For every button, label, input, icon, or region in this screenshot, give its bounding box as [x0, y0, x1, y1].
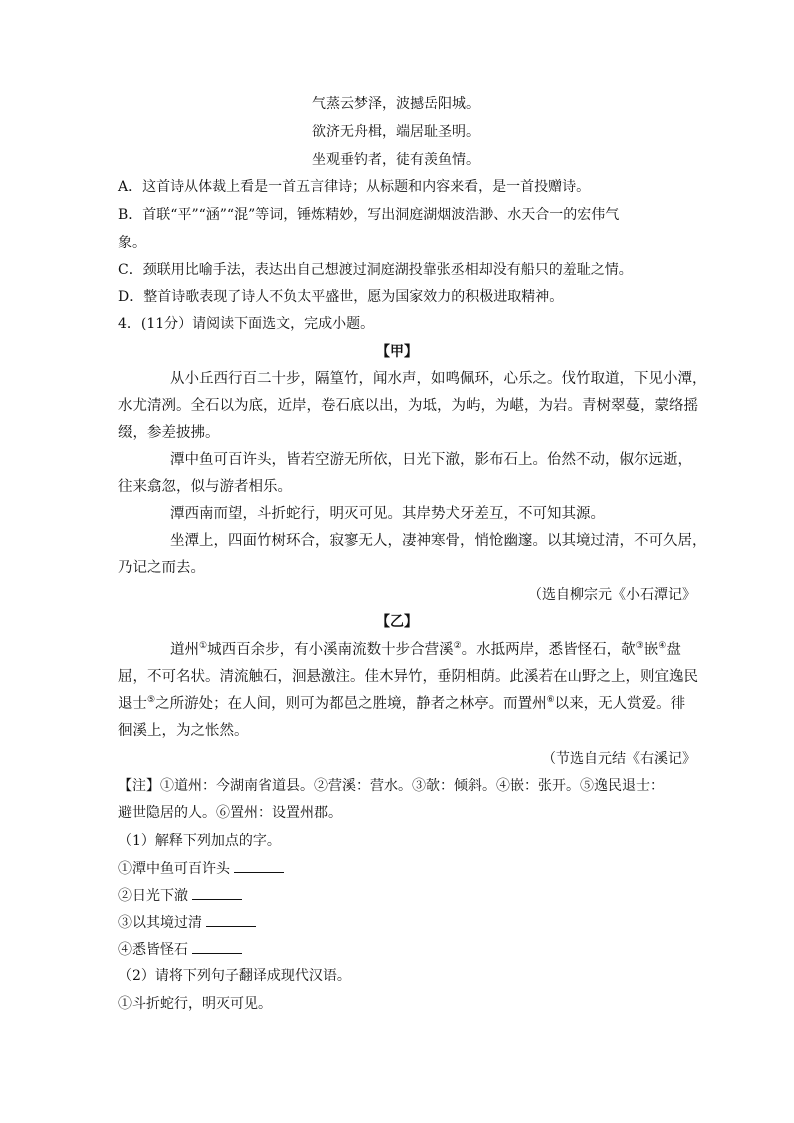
yi-text-line-2: 屈，不可名状。清流触石，洄悬激注。佳木异竹，垂阴相荫。此溪若在山野之上，则宜逸民: [118, 669, 698, 685]
subquestion-1-item: ③以其境过清: [118, 912, 256, 933]
option-a: A．这首诗从体裁上看是一首五言律诗；从标题和内容来看，是一首投赠诗。: [118, 179, 591, 195]
footnote-marker: ①: [199, 641, 208, 652]
jia-text-line: 坐潭上，四面竹树环合，寂寥无人，凄神寒骨，悄怆幽邃。以其境过清，不可久居，: [170, 533, 707, 549]
subquestion-1-title: （1）解释下列加点的字。: [118, 833, 281, 849]
poem-line-1: 气蒸云梦泽，波撼岳阳城。: [312, 96, 480, 112]
subquestion-1-item: ④悉皆怪石: [118, 939, 242, 960]
answer-blank[interactable]: [192, 939, 242, 954]
jia-text-line: 往来翕忽，似与游者相乐。: [118, 479, 292, 495]
option-b-line-2: 象。: [118, 235, 146, 251]
poem-line-3: 坐观垂钓者，徒有羡鱼情。: [312, 152, 480, 168]
jia-source: （选自柳宗元《小石潭记》: [528, 587, 696, 603]
yi-text-line-1: 道州①城西百余步，有小溪南流数十步合营溪②。水抵两岸，悉皆怪石，欹③嵌④盘: [170, 641, 681, 658]
jia-text-line: 潭中鱼可百许头，皆若空游无所依，日光下澈，影布石上。佁然不动，俶尔远逝，: [170, 452, 692, 468]
jia-heading: 【甲】: [376, 344, 418, 360]
question-4-title: 4．(11分）请阅读下面选文，完成小题。: [118, 316, 375, 332]
yi-source: （节选自元结《右溪记》: [542, 751, 696, 767]
answer-blank[interactable]: [206, 912, 256, 927]
annotation-line-1: 【注】①道州：今湖南省道县。②营溪：营水。③欹：倾斜。④嵌：张开。⑤逸民退士：: [118, 778, 664, 794]
footnote-marker: ⑤: [147, 695, 156, 706]
option-c: C．颈联用比喻手法，表达出自己想渡过洞庭湖投靠张丞相却没有船只的羞耻之情。: [118, 262, 633, 278]
subquestion-2-item: ①斗折蛇行，明灭可见。: [118, 996, 272, 1012]
footnote-marker: ⑥: [546, 695, 555, 706]
jia-text-line: 从小丘西行百二十步，隔篁竹，闻水声，如鸣佩环，心乐之。伐竹取道，下见小潭，: [170, 371, 707, 387]
jia-text-line: 乃记之而去。: [118, 560, 205, 576]
jia-text-line: 水尤清冽。全石以为底，近岸，卷石底以出，为坻，为屿，为嵁，为岩。青树翠蔓，蒙络摇: [118, 398, 698, 414]
footnote-marker: ②: [453, 641, 462, 652]
subquestion-2-title: （2）请将下列句子翻译成现代汉语。: [118, 968, 351, 984]
yi-text-line-3: 退士⑤之所游处；在人间，则可为都邑之胜境，静者之林亭。而置州⑥以来，无人赏爱。徘: [118, 695, 686, 712]
answer-blank[interactable]: [234, 858, 284, 873]
answer-blank[interactable]: [192, 885, 242, 900]
yi-heading: 【乙】: [376, 614, 418, 630]
subquestion-1-item: ②日光下澈: [118, 885, 242, 906]
subquestion-1-item: ①潭中鱼可百许头: [118, 858, 284, 879]
footnote-marker: ④: [658, 641, 667, 652]
jia-text-line: 缀，参差披拂。: [118, 425, 220, 441]
option-b-line-1: B．首联“平”“涵”“混”等词，锤炼精妙，写出洞庭湖烟波浩渺、水天合一的宏伟气: [118, 207, 620, 223]
annotation-line-2: 避世隐居的人。⑥置州：设置州郡。: [118, 805, 342, 821]
yi-text-line-4: 徊溪上，为之怅然。: [118, 723, 249, 739]
poem-line-2: 欲济无舟楫，端居耻圣明。: [312, 124, 480, 140]
option-d: D．整首诗歌表现了诗人不负太平盛世，愿为国家效力的积极进取精神。: [118, 289, 564, 305]
jia-text-line: 潭西南而望，斗折蛇行，明灭可见。其岸势犬牙差互，不可知其源。: [170, 506, 605, 522]
footnote-marker: ③: [635, 641, 644, 652]
